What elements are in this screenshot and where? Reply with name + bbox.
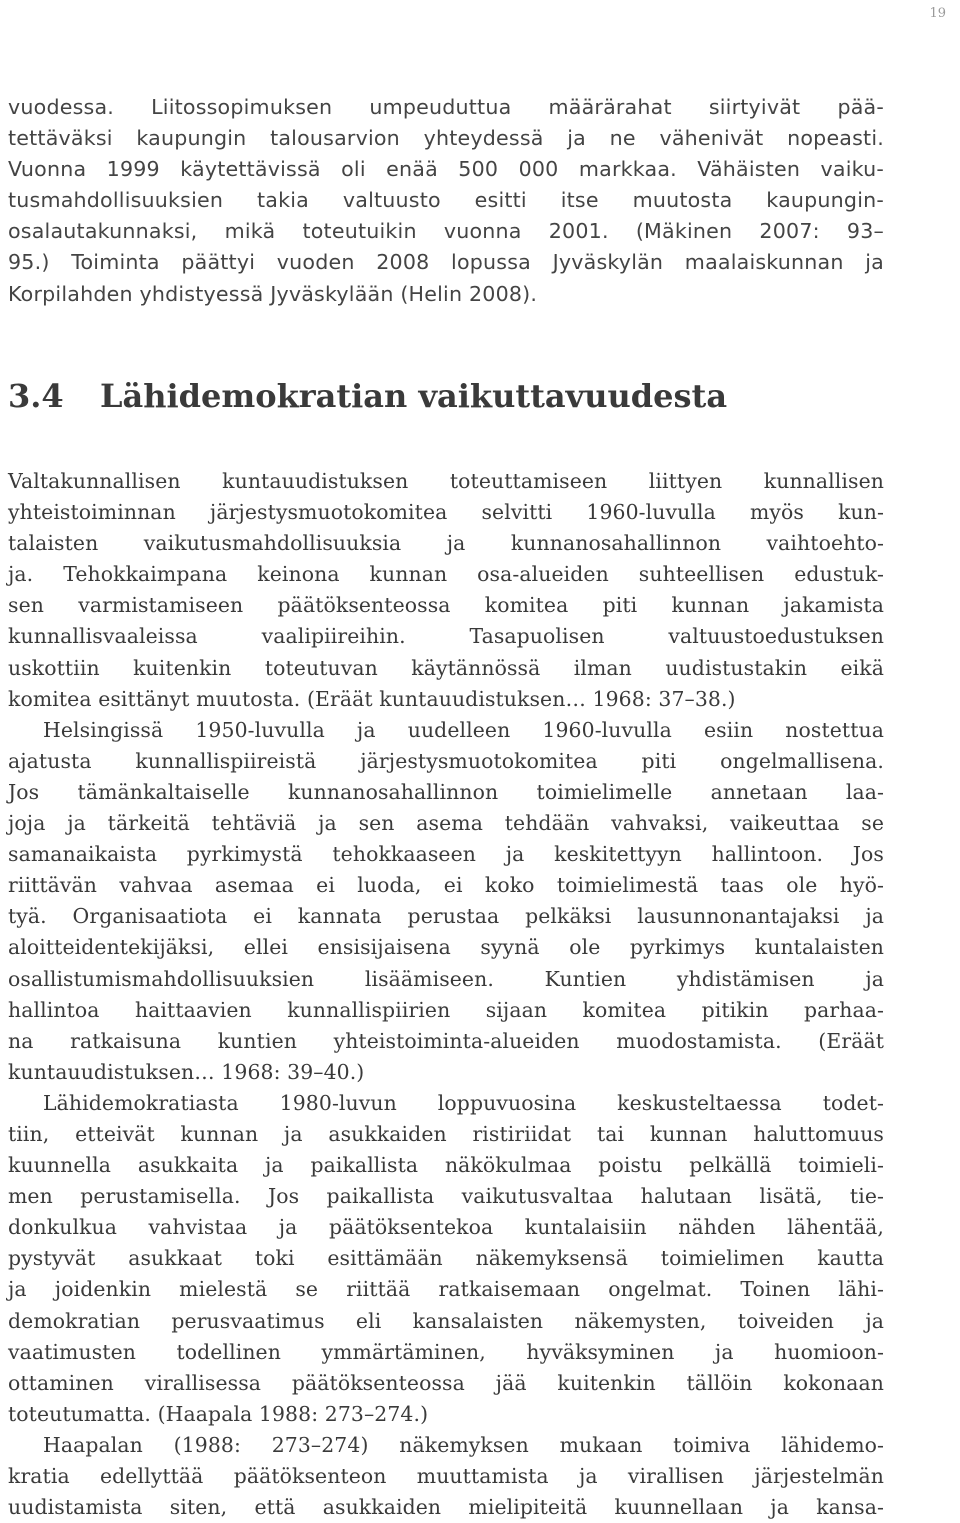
text-line: demokratian perusvaatimus eli kansalaisten näkemysten, toiveiden ja xyxy=(8,1308,884,1333)
text-line: aloitteidentekijäksi, ellei ensisijaisena syynä ole pyrkimys kuntalaisten xyxy=(8,935,884,960)
text-line: kuunnella asukkaita ja paikallista näkökulmaa poistu pelkällä toimieli- xyxy=(8,1153,884,1178)
text-line: men perustamisella. Jos paikallista vaikutusvaltaa halutaan lisätä, tie- xyxy=(8,1184,884,1209)
text-line: ottaminen virallisessa päätöksenteossa jää kuitenkin tällöin kokonaan xyxy=(8,1370,884,1395)
text-line: kratia edellyttää päätöksenteon muuttamista ja virallisen järjestelmän xyxy=(8,1464,884,1488)
text-line: Lähidemokratiasta 1980-luvun loppuvuosina keskusteltaessa todet- xyxy=(43,1090,884,1115)
page-number: 19 xyxy=(929,6,946,21)
paragraph-4 xyxy=(8,1430,884,1523)
section-title: Lähidemokratian vaikuttavuudesta xyxy=(100,377,728,415)
section-body xyxy=(8,466,884,1523)
text-line: 95.) Toiminta päättyi vuoden 2008 lopussa Jyväskylän maalaiskunnan ja xyxy=(8,250,884,275)
text-line: Jos tämänkaltaiselle kunnanosahallinnon toimielimelle annetaan laa- xyxy=(8,779,884,804)
text-line: Haapalan (1988: 273–274) näkemyksen mukaan toimiva lähidemo- xyxy=(43,1432,884,1457)
text-line: na ratkaisuna kuntien yhteistoiminta-alueiden muodostamista. (Eräät xyxy=(8,1028,884,1053)
section-number: 3.4 xyxy=(8,377,64,415)
text-line: ajatusta kunnallispiireistä järjestysmuotokomitea piti ongelmallisena. xyxy=(8,748,884,773)
text-line: yhteistoiminnan järjestysmuotokomitea selvitti 1960-luvulla myös kun- xyxy=(8,500,884,525)
text-line: vaatimusten todellinen ymmärtäminen, hyväksyminen ja huomioon- xyxy=(8,1339,884,1364)
paragraph-3 xyxy=(8,1088,884,1430)
text-line: osallistumismahdollisuuksien lisäämiseen. Kuntien yhdistämisen ja xyxy=(8,966,884,991)
text-line: Korpilahden yhdistyessä Jyväskylään (Helin 2008). xyxy=(8,281,538,306)
text-line: sen varmistamiseen päätöksenteossa komitea piti kunnan jakamista xyxy=(8,593,884,618)
text-line: tyä. Organisaatiota ei kannata perustaa pelkäksi lausunnonantajaksi ja xyxy=(8,904,884,929)
text-line: kunnallisvaaleissa vaalipiireihin. Tasapuolisen valtuustoedustuksen xyxy=(8,624,884,649)
text-line: Helsingissä 1950-luvulla ja uudelleen 1960-luvulla esiin nostettua xyxy=(43,717,884,742)
text-line: uskottiin kuitenkin toteutuvan käytännössä ilman uudistustakin eikä xyxy=(8,655,884,680)
text-line: tusmahdollisuuksien takia valtuusto esitti itse muutosta kaupungin- xyxy=(8,188,884,213)
text-line: tiin, etteivät kunnan ja asukkaiden ristiriidat tai kunnan haluttomuus xyxy=(8,1121,884,1146)
text-line: joja ja tärkeitä tehtäviä ja sen asema tehdään vahvaksi, vaikeuttaa se xyxy=(8,811,884,836)
text-line: talaisten vaikutusmahdollisuuksia ja kunnanosahallinnon vaihtoehto- xyxy=(8,531,884,556)
text-line: osalautakunnaksi, mikä toteutuikin vuonna 2001. (Mäkinen 2007: 93– xyxy=(8,219,884,244)
paragraph-2 xyxy=(8,715,884,1088)
text-line: hallintoa haittaavien kunnallispiirien sijaan komitea pitikin parhaa- xyxy=(8,997,884,1022)
text-line: toteutumatta. (Haapala 1988: 273–274.) xyxy=(8,1401,429,1426)
text-line: donkulkua vahvistaa ja päätöksentekoa kuntalaisiin nähden lähentää, xyxy=(8,1215,884,1240)
text-line: uudistamista siten, että asukkaiden mielipiteitä kuunnellaan ja kansa- xyxy=(8,1495,884,1520)
text-line: samanaikaista pyrkimystä tehokkaaseen ja keskitettyyn hallintoon. Jos xyxy=(8,842,884,867)
text-line: kuntauudistuksen… 1968: 39–40.) xyxy=(8,1059,365,1084)
text-line: riittävän vahvaa asemaa ei luoda, ei koko toimielimestä taas ole hyö- xyxy=(8,873,884,898)
text-line: tettäväksi kaupungin talousarvion yhteydessä ja ne vähenivät nopeasti. xyxy=(8,126,884,151)
text-line: pystyvät asukkaat toki esittämään näkemyksensä toimielimen kautta xyxy=(8,1246,884,1271)
text-line: Valtakunnallisen kuntauudistuksen toteuttamiseen liittyen kunnallisen xyxy=(8,469,884,493)
section-heading xyxy=(8,374,727,418)
text-line: ja joidenkin mielestä se riittää ratkaisemaan ongelmat. Toinen lähi- xyxy=(8,1277,884,1302)
text-line: Vuonna 1999 käytettävissä oli enää 500 000 markkaa. Vähäisten vaiku- xyxy=(8,157,884,182)
text-line: vuodessa. Liitossopimuksen umpeuduttua määrärahat siirtyivät pää- xyxy=(8,95,884,119)
intro-paragraph xyxy=(8,92,884,310)
paragraph-1 xyxy=(8,466,884,715)
text-line: komitea esittänyt muutosta. (Eräät kuntauudistuksen… 1968: 37–38.) xyxy=(8,686,736,711)
text-line: ja. Tehokkaimpana keinona kunnan osa-alueiden suhteellisen edustuk- xyxy=(8,562,884,587)
